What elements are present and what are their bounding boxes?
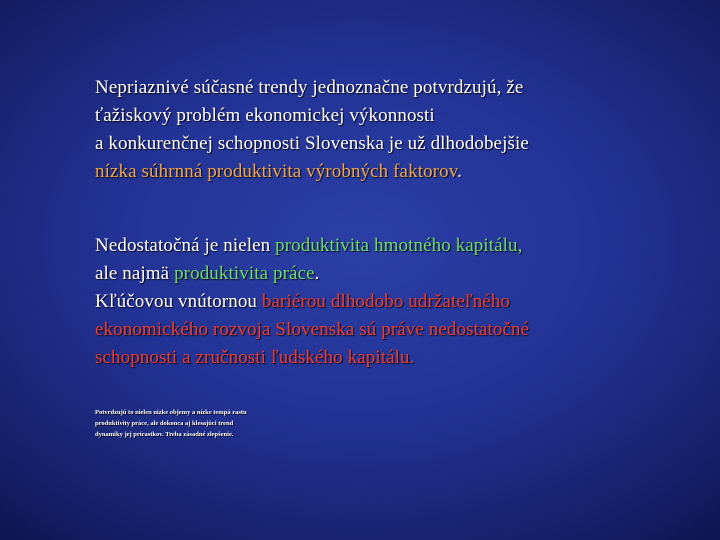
- footnote: [95, 407, 335, 440]
- paragraph2-line4: ekonomického rozvoja Slovenska sú práve nedostatočné: [95, 319, 530, 340]
- text-insufficient: Nedostatočná je nielen: [95, 235, 276, 256]
- period: .: [314, 263, 320, 284]
- footnote-line2: produktivity práce, ale dokonca aj klesajúci trend: [95, 420, 234, 427]
- highlight-capital-productivity: produktivita hmotného kapitálu,: [275, 235, 523, 256]
- paragraph1-line4: [95, 158, 685, 186]
- paragraph2-line1: [95, 232, 685, 260]
- highlight-barrier: bariérou dlhodobo udržateľného: [261, 291, 511, 312]
- paragraph-insufficiency: [95, 232, 685, 372]
- period: .: [457, 161, 462, 182]
- paragraph2-line2: [95, 260, 685, 288]
- highlight-labour-productivity: produktivita práce: [174, 263, 315, 284]
- paragraph-trends: [95, 74, 685, 186]
- footnote-line3: dynamiky jej prírastkov. Treba zásadné zlepšenie.: [95, 431, 234, 438]
- paragraph2-line5: schopnosti a zručnosti ľudského kapitálu.: [95, 347, 415, 368]
- highlight-low-productivity: nízka súhrnná produktivita výrobných faktorov: [95, 161, 458, 182]
- text-key-internal: Kľúčovou vnútornou: [95, 291, 262, 312]
- text-but-mainly: ale najmä: [95, 263, 175, 284]
- footnote-line1: Potvrdzujú to nielen nízke objemy a nízke tempá rastu: [95, 409, 247, 416]
- paragraph1-line2: ťažiskový problém ekonomickej výkonnosti: [95, 105, 435, 126]
- paragraph1-line1: Nepriaznivé súčasné trendy jednoznačne potvrdzujú, že: [95, 77, 524, 98]
- paragraph2-line3: [95, 288, 685, 316]
- paragraph1-line3: a konkurenčnej schopnosti Slovenska je už dlhodobejšie: [95, 133, 529, 154]
